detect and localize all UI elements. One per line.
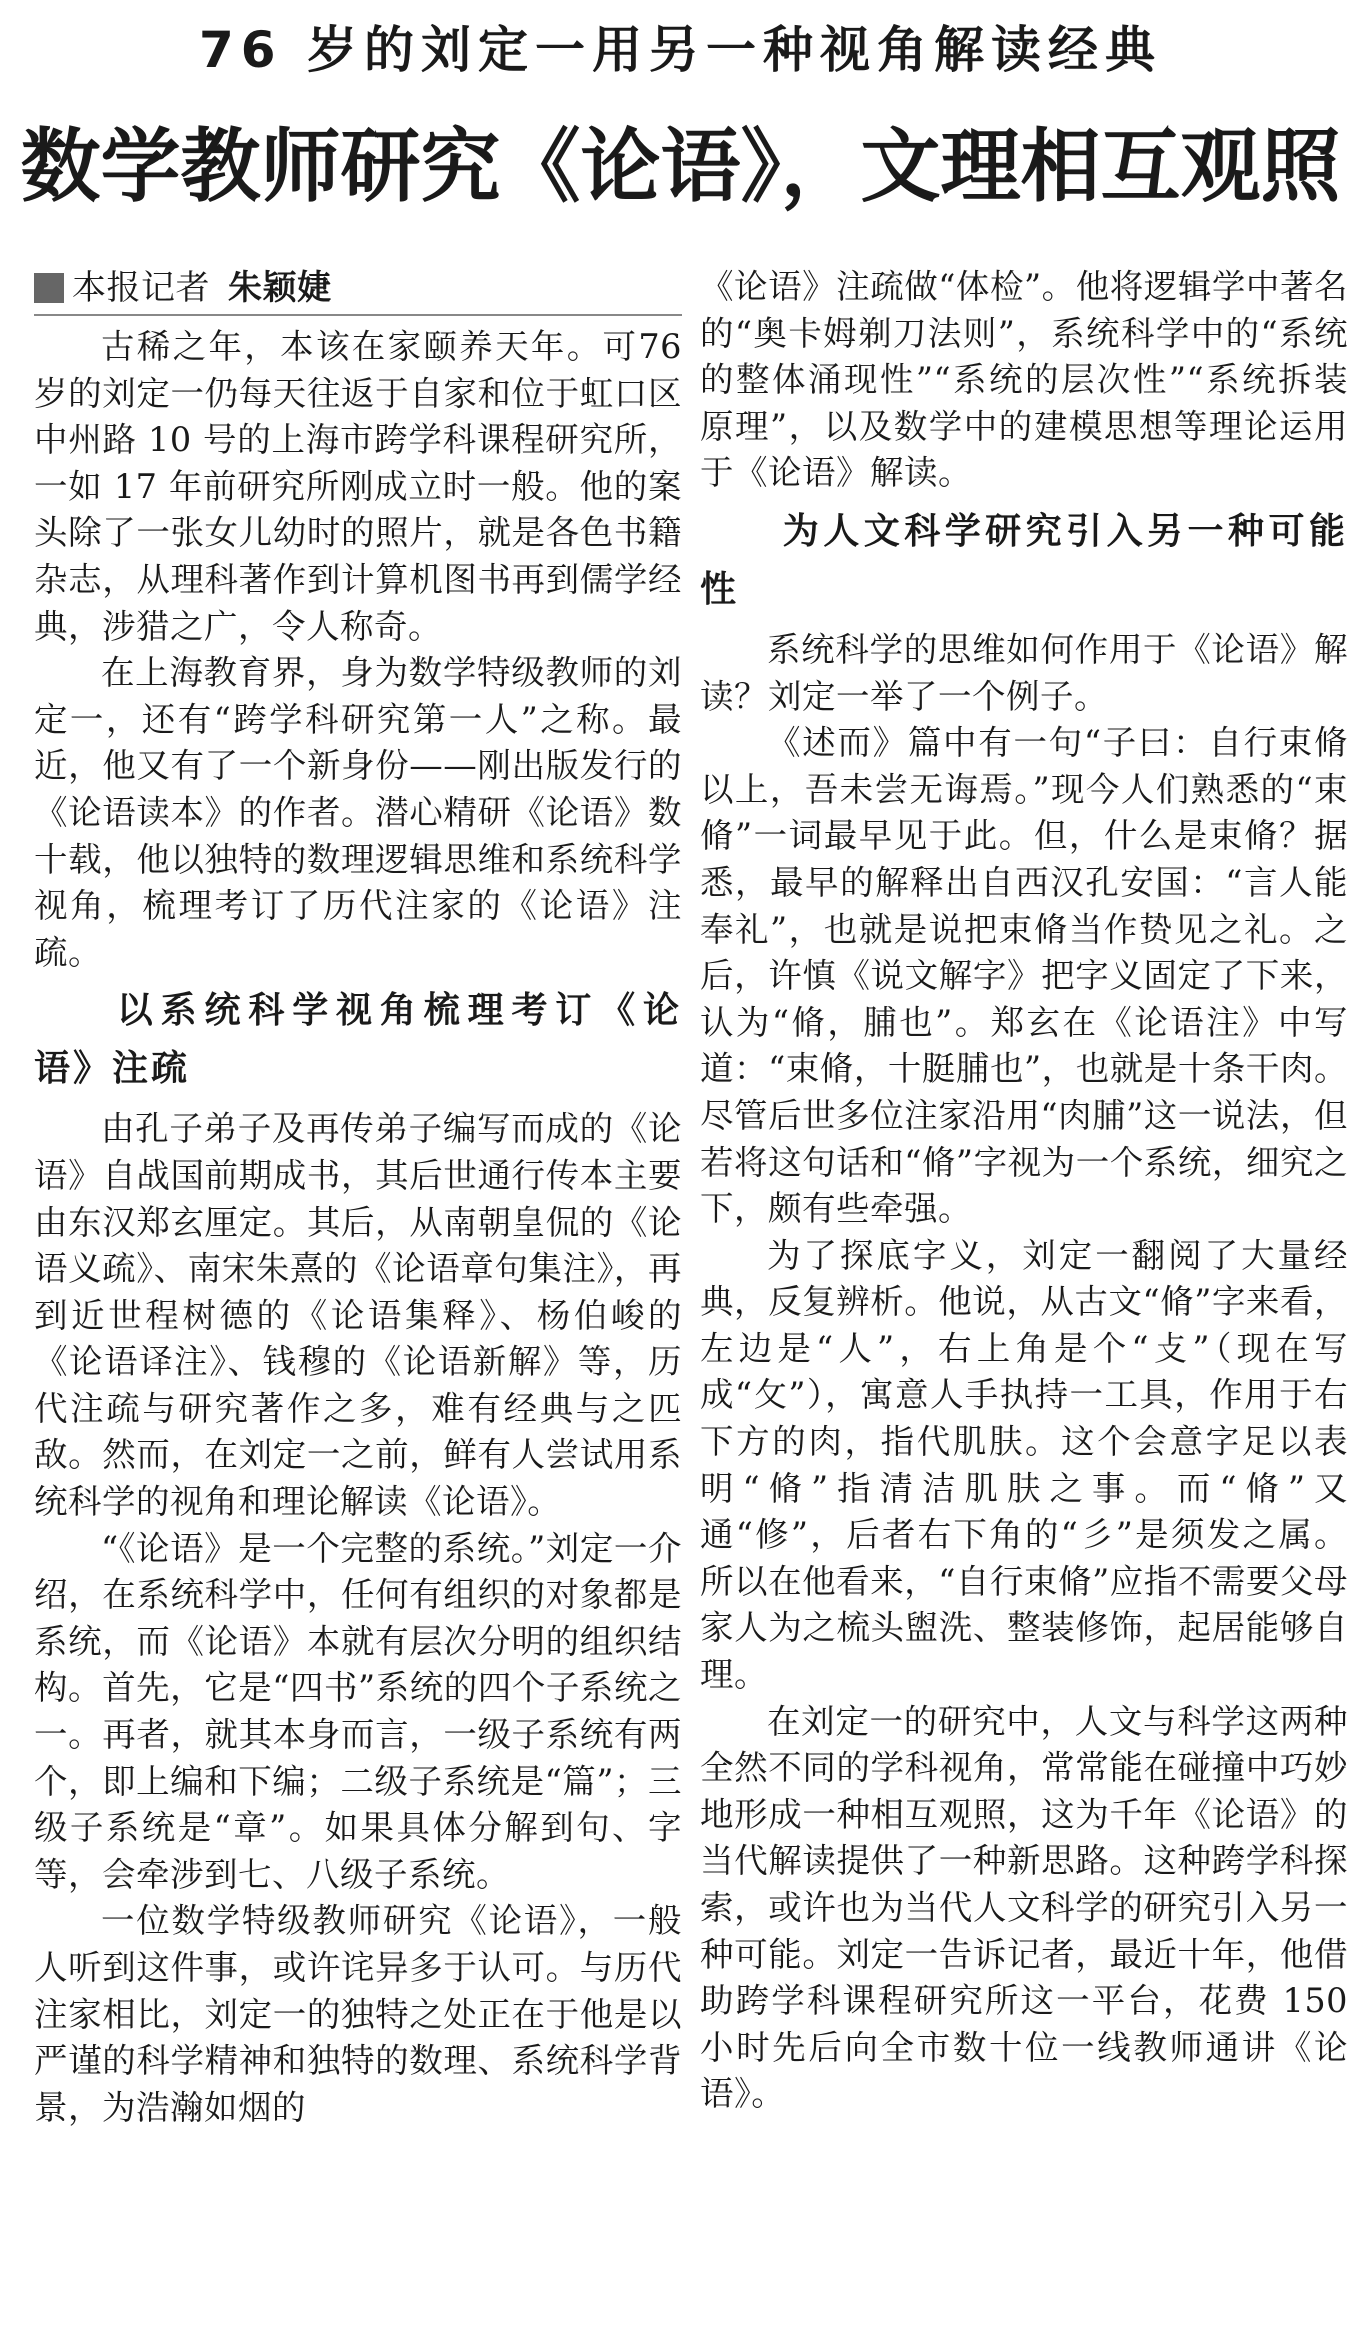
paragraph-continued: 《论语》注疏做“体检”。他将逻辑学中著名的“奥卡姆剃刀法则”，系统科学中的“系统的整体涌现性”“系统的层次性”“系统拆装原理”，以及数学中的建模思想等理论运用于《论语》解读。: [700, 267, 1348, 493]
paragraph: 系统科学的思维如何作用于《论语》解读？刘定一举了一个例子。: [700, 629, 1348, 716]
paragraph: 由孔子弟子及再传弟子编写而成的《论语》自战国前期成书，其后世通行传本主要由东汉郑玄厘定。其后，从南朝皇侃的《论语义疏》、南宋朱熹的《论语章句集注》，再到近世程树德的《论语集释》、杨伯峻的《论语译注》、钱穆的《论语新解》等，历代注疏与研究著作之多，难有经典与之匹敌。然而，在刘定一之前，鲜有人尝试用系统科学的视角和理论解读《论语》。: [34, 1109, 682, 1522]
section-heading: 以系统科学视角梳理考订《论语》注疏: [34, 990, 682, 1090]
paragraph: 古稀之年，本该在家颐养天年。可76 岁的刘定一仍每天往返于自家和位于虹口区中州路 10 号的上海市跨学科课程研究所，一如 17 年前研究所刚成立时一般。他的案头除了一张女儿幼时的照片，就是各色书籍杂志，从理科著作到计算机图书再到儒学经典，涉猎之广，令人称奇。: [34, 327, 682, 646]
paragraph: 《述而》篇中有一句“子曰：自行束脩以上，吾未尝无诲焉。”现今人们熟悉的“束脩”一词最早见于此。但，什么是束脩？据悉，最早的解释出自西汉孔安国：“言人能奉礼”，也就是说把束脩当作贽见之礼。之后，许慎《说文解字》把字义固定了下来，认为“脩，脯也”。郑玄在《论语注》中写道：“束脩，十脡脯也”，也就是十条干肉。尽管后世多位注家沿用“肉脯”这一说法，但若将这句话和“脩”字视为一个系统，细究之下，颇有些牵强。: [700, 723, 1348, 1229]
paragraph: “《论语》是一个完整的系统。”刘定一介绍，在系统科学中，任何有组织的对象都是系统，而《论语》本就有层次分明的组织结构。首先，它是“四书”系统的四个子系统之一。再者，就其本身而言，一级子系统有两个，即上编和下编；二级子系统是“篇”；三级子系统是“章”。如果具体分解到句、字等，会牵涉到七、八级子系统。: [34, 1528, 682, 1894]
paragraph: 为了探底字义，刘定一翻阅了大量经典，反复辨析。他说，从古文“脩”字来看，左边是“人”，右上角是个“攴”（现在写成“攵”），寓意人手执持一工具，作用于右下方的肉，指代肌肤。这个会意字足以表明“脩”指清洁肌肤之事。而“脩”又通“修”，后者右下角的“彡”是须发之属。所以在他看来，“自行束脩”应指不需要父母家人为之梳头盥洗、整装修饰，起居能够自理。: [700, 1235, 1348, 1695]
left-column: [34, 262, 682, 2131]
paragraph: 在刘定一的研究中，人文与科学这两种全然不同的学科视角，常常能在碰撞中巧妙地形成一种相互观照，这为千年《论语》的当代解读提供了一种新思路。这种跨学科探索，或许也为当代人文科学的研究引入另一种可能。刘定一告诉记者，最近十年，他借助跨学科课程研究所这一平台，花费 150 小时先后向全市数十位一线教师通讲《论语》。: [700, 1701, 1348, 2114]
paragraph: 一位数学特级教师研究《论语》，一般人听到这件事，或许诧异多于认可。与历代注家相比，刘定一的独特之处正在于他是以严谨的科学精神和独特的数理、系统科学背景，为浩瀚如烟的: [34, 1901, 682, 2127]
right-column: [700, 264, 1348, 2118]
section-heading: 为人文科学研究引入另一种可能性: [700, 510, 1348, 610]
paragraph: 在上海教育界，身为数学特级教师的刘定一，还有“跨学科研究第一人”之称。最近，他又有了一个新身份——刚出版发行的《论语读本》的作者。潜心精研《论语》数十载，他以独特的数理逻辑思维和系统科学视角，梳理考订了历代注家的《论语》注疏。: [34, 653, 682, 972]
article-headline: 数学教师研究《论语》，文理相互观照: [20, 120, 1341, 213]
byline: [34, 262, 682, 316]
byline-square-icon: [34, 273, 64, 303]
article-subtitle: 76 岁的刘定一用另一种视角解读经典: [199, 21, 1162, 79]
byline-role: 本报记者: [72, 268, 210, 308]
byline-author: 朱颖婕: [228, 268, 332, 308]
